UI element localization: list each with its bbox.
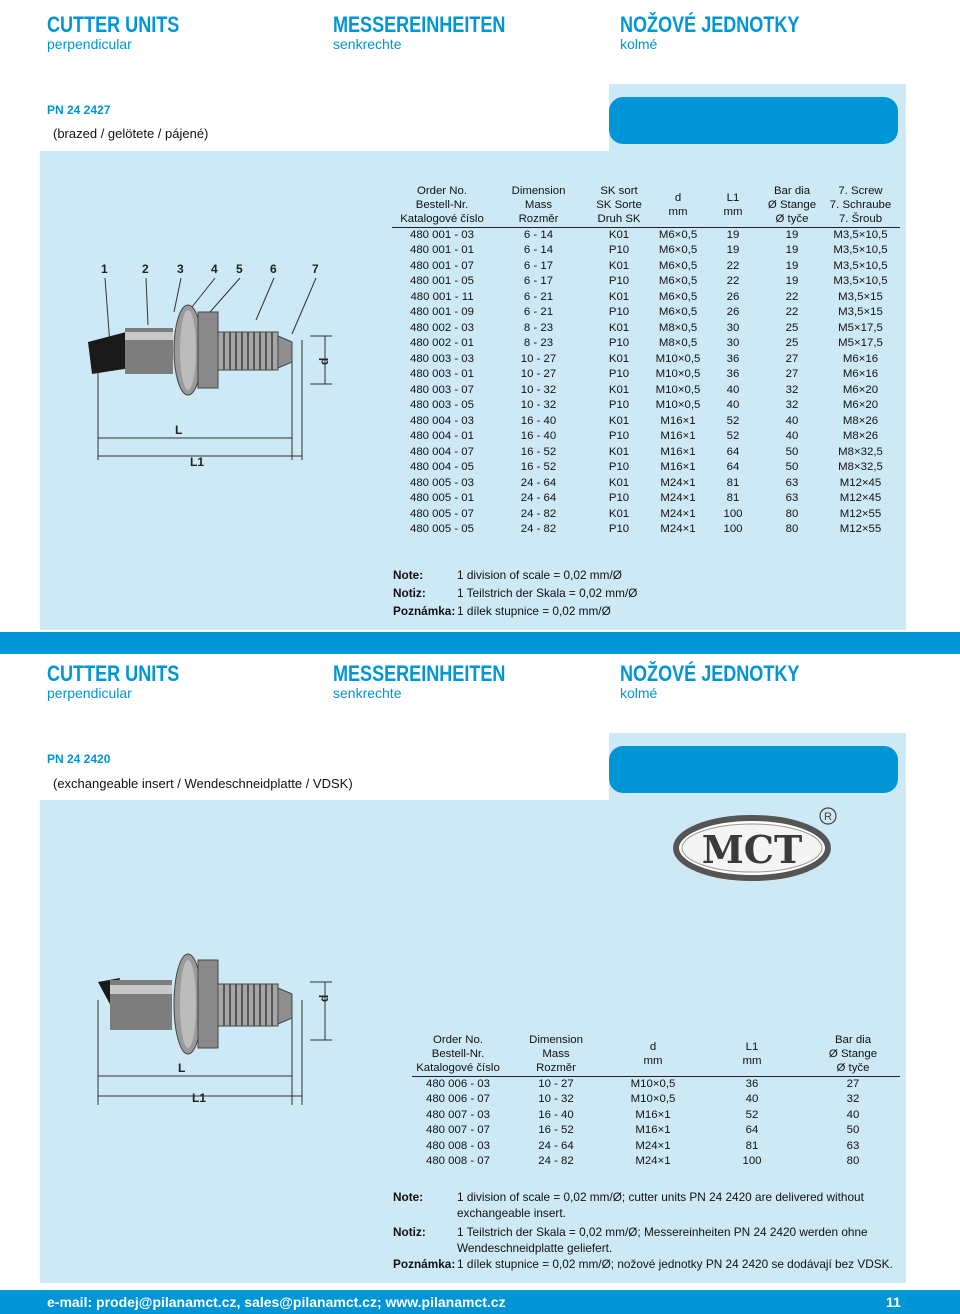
table-cell: 80 [785, 507, 799, 520]
col2-d: d mm [643, 1040, 663, 1067]
table-cell: P10 [608, 492, 630, 504]
table-cell: 50 [846, 1124, 860, 1136]
table-cell: 480 001 - 03 [392, 227, 492, 243]
table-cell: M3,5×10,5 [821, 227, 900, 243]
table-cell: M12×45 [839, 476, 882, 489]
table-cell: 63 [846, 1139, 860, 1152]
table-cell: 24 - 82 [520, 523, 557, 535]
table-cell: M5×17,5 [838, 337, 883, 349]
table-row [412, 1139, 900, 1155]
table-cell: 32 [846, 1093, 860, 1105]
table-cell: 19 [785, 244, 799, 256]
table-cell: 16 - 40 [520, 414, 557, 427]
header-sub-de: senkrechte [333, 36, 402, 52]
table-row [392, 522, 900, 538]
table-cell: 100 [723, 507, 743, 520]
note-text-cz: 1 dílek stupnice = 0,02 mm/Ø [457, 604, 611, 618]
table-cell: M10×0,5 [630, 1093, 676, 1105]
drawing-label-7: 7 [312, 262, 319, 276]
table-cell: 22 [785, 290, 799, 303]
header-title-de: MESSEREINHEITEN [333, 12, 506, 37]
table-cell: P10 [608, 399, 630, 411]
table-cell: P10 [608, 461, 630, 473]
table-cell: 10 - 32 [538, 1093, 574, 1105]
drawing2-label-L1: L1 [192, 1091, 207, 1105]
header2-title-en: CUTTER UNITS [47, 661, 180, 686]
table-cell: M8×26 [842, 414, 879, 427]
header2-sub-de: senkrechte [333, 685, 402, 701]
header2-nozove-jednotky [620, 661, 839, 701]
table-cell: 16 - 40 [520, 430, 557, 442]
col2-dimension: Dimension Mass Rozměr [529, 1033, 583, 1074]
table-cell: 64 [726, 461, 740, 473]
table-cell: 27 [806, 1076, 900, 1092]
table-row [392, 321, 900, 337]
table-cell: 36 [726, 352, 740, 365]
section1-pill [609, 97, 898, 144]
table-cell: 19 [703, 227, 763, 243]
table-cell: M16×1 [660, 461, 696, 473]
drawing2-label-L: L [178, 1061, 186, 1075]
table-cell: 480 005 - 07 [410, 507, 474, 520]
table-cell: M24×1 [660, 476, 696, 489]
table-cell: 480 007 - 07 [426, 1124, 490, 1136]
table-cell: K01 [585, 227, 653, 243]
table-cell: M6×0,5 [658, 259, 698, 272]
table-cell: K01 [608, 290, 630, 303]
table-row [392, 227, 900, 243]
table-cell: 480 005 - 03 [410, 476, 474, 489]
table-cell: 16 - 52 [538, 1124, 574, 1136]
table-cell: 40 [745, 1093, 759, 1105]
col2-l1: L1 mm [742, 1040, 762, 1067]
table-cell: 81 [745, 1139, 759, 1152]
table-cell: 10 - 32 [520, 383, 557, 396]
table-cell: 27 [785, 368, 799, 380]
table-cell: 480 004 - 07 [410, 445, 474, 458]
table-cell: 480 006 - 07 [426, 1093, 490, 1105]
note-text-en: 1 division of scale = 0,02 mm/Ø [457, 568, 622, 582]
table-cell: 50 [785, 461, 799, 473]
table-cell: M3,5×10,5 [833, 259, 888, 272]
section2-pn: PN 24 2420 [47, 752, 111, 766]
note2-label-de: Notiz: [393, 1225, 426, 1239]
registered-mark: R [824, 811, 832, 823]
table-row [392, 460, 900, 476]
table-cell: M24×1 [660, 492, 696, 504]
table-cell: K01 [608, 414, 630, 427]
table-row [412, 1108, 900, 1124]
table-cell: M6×20 [842, 383, 879, 396]
table-cell: 40 [726, 399, 740, 411]
table-cell: 40 [785, 430, 799, 442]
table-cell: M6×20 [842, 399, 879, 411]
section2-table [412, 1032, 900, 1170]
table-row [412, 1092, 900, 1108]
table-cell: 6 - 21 [523, 290, 554, 303]
drawing-label-6: 6 [270, 262, 277, 276]
table-cell: 10 - 27 [504, 1076, 608, 1092]
drawing-label-d: d [317, 357, 331, 365]
col-sk-sort: SK sort SK Sorte Druh SK [596, 184, 642, 225]
table-cell: 64 [745, 1124, 759, 1136]
table-cell: K01 [608, 476, 630, 489]
note-text-de: 1 Teilstrich der Skala = 0,02 mm/Ø [457, 586, 638, 600]
table-cell: M6×16 [842, 352, 879, 365]
table-cell: P10 [608, 337, 630, 349]
table-cell: 16 - 52 [520, 445, 557, 458]
table-cell: 22 [726, 259, 740, 272]
table-cell: 480 003 - 05 [410, 399, 474, 411]
table-cell: 6 - 14 [523, 244, 554, 256]
table-cell: M3,5×15 [838, 290, 883, 303]
section2-pill [609, 746, 898, 793]
note2-label-en: Note: [393, 1190, 424, 1204]
table-cell: M8×26 [842, 430, 879, 442]
table-cell: K01 [608, 507, 630, 520]
table-cell: 40 [726, 383, 740, 396]
header2-title-de: MESSEREINHEITEN [333, 661, 506, 686]
section1-table [392, 183, 900, 538]
table-cell: 36 [698, 1076, 806, 1092]
table-cell: 480 004 - 01 [410, 430, 474, 442]
table-cell: 52 [745, 1108, 759, 1121]
table-cell: P10 [608, 430, 630, 442]
drawing-label-L: L [175, 423, 183, 437]
table-cell: M10×0,5 [655, 399, 701, 411]
table-cell: M6×0,5 [658, 275, 698, 287]
note2-text-en-2: exchangeable insert. [457, 1206, 566, 1220]
table-cell: M6×0,5 [658, 244, 698, 256]
table-row [392, 243, 900, 259]
table-cell: 480 006 - 03 [412, 1076, 504, 1092]
section1-pn: PN 24 2427 [47, 103, 111, 117]
col-d: d mm [668, 191, 688, 218]
table-cell: 8 - 23 [523, 321, 554, 334]
table-cell: 26 [726, 306, 740, 318]
table-cell: M8×32,5 [838, 461, 883, 473]
table-row [392, 290, 900, 306]
table-cell: M24×1 [660, 507, 696, 520]
table-cell: 480 004 - 05 [410, 461, 474, 473]
table-cell: 25 [785, 321, 799, 334]
table-cell: M6×0,5 [658, 290, 698, 303]
col-screw: 7. Screw 7. Schraube 7. Šroub [829, 184, 892, 225]
table-cell: M12×45 [839, 492, 882, 504]
table-row [392, 383, 900, 399]
table-cell: 10 - 32 [520, 399, 557, 411]
table-cell: M16×1 [660, 445, 696, 458]
table-row [412, 1076, 900, 1092]
table-cell: 81 [726, 492, 740, 504]
table-cell: K01 [608, 383, 630, 396]
header-cutter-units [47, 12, 208, 52]
header2-sub-cz: kolmé [620, 685, 658, 701]
table-cell: 19 [763, 227, 821, 243]
table-row [392, 414, 900, 430]
section2-desc: (exchangeable insert / Wendeschneidplatte / VDSK) [53, 776, 353, 791]
note2-label-cz: Poznámka: [393, 1257, 456, 1271]
table-cell: M16×1 [635, 1124, 671, 1136]
table-row [392, 445, 900, 461]
table-cell: 30 [726, 337, 740, 349]
table-cell: M8×0,5 [658, 337, 698, 349]
table-cell: 25 [785, 337, 799, 349]
table-cell: 50 [785, 445, 799, 458]
section-divider [0, 632, 960, 654]
table-cell: 480 003 - 01 [410, 368, 474, 380]
table-cell: M3,5×10,5 [833, 275, 888, 287]
table-row [392, 305, 900, 321]
section1-notes [393, 567, 893, 627]
footer-bar [0, 1290, 960, 1314]
table-cell: 22 [726, 275, 740, 287]
table-cell: 480 001 - 05 [410, 275, 474, 287]
table-cell: K01 [608, 321, 630, 334]
table-cell: 26 [726, 290, 740, 303]
table-cell: 480 004 - 03 [410, 414, 474, 427]
drawing-label-3: 3 [177, 262, 184, 276]
header2-title-cz: NOŽOVÉ JEDNOTKY [620, 661, 800, 686]
table-cell: 480 005 - 01 [410, 492, 474, 504]
table-cell: 16 - 52 [520, 461, 557, 473]
table-cell: 19 [726, 244, 740, 256]
table-cell: P10 [608, 244, 630, 256]
col2-bar-dia: Bar dia Ø Stange Ø tyče [828, 1033, 878, 1074]
header2-cutter-units [47, 661, 208, 701]
table-cell: M8×32,5 [838, 445, 883, 458]
table-cell: 10 - 27 [520, 368, 557, 380]
table-cell: M12×55 [839, 507, 882, 520]
table-cell: M3,5×15 [838, 306, 883, 318]
page-number: 11 [886, 1294, 901, 1310]
drawing-label-L1: L1 [190, 455, 205, 469]
table-row [412, 1123, 900, 1139]
table-cell: P10 [608, 523, 630, 535]
note2-text-cz-1: 1 dílek stupnice = 0,02 mm/Ø; nožové jednotky PN 24 2420 se dodávají bez VDSK. [457, 1257, 893, 1271]
table-cell: 480 001 - 07 [410, 259, 474, 272]
header-nozove-jednotky [620, 12, 839, 52]
col-bar-dia: Bar dia Ø Stange Ø tyče [767, 184, 817, 225]
table-cell: 64 [726, 445, 740, 458]
table-cell: 40 [785, 414, 799, 427]
table-cell: 100 [742, 1155, 762, 1167]
table-cell: M16×1 [635, 1108, 671, 1121]
table-cell: 19 [785, 275, 799, 287]
table-cell: 24 - 82 [520, 507, 557, 520]
table-cell: M10×0,5 [655, 352, 701, 365]
table-row [392, 259, 900, 275]
table-cell: P10 [608, 368, 630, 380]
table-cell: 81 [726, 476, 740, 489]
note2-text-de-1: 1 Teilstrich der Skala = 0,02 mm/Ø; Messereinheiten PN 24 2420 werden ohne [457, 1225, 868, 1239]
table-cell: 480 002 - 01 [410, 337, 474, 349]
table-cell: 6 - 17 [523, 259, 554, 272]
table-cell: 27 [785, 352, 799, 365]
table-cell: M3,5×10,5 [833, 244, 888, 256]
col-order-no: Order No. Bestell-Nr. Katalogové číslo [400, 184, 484, 225]
table-row [392, 429, 900, 445]
table-row [392, 507, 900, 523]
table-cell: M16×1 [660, 414, 696, 427]
note2-text-de-2: Wendeschneidplatte geliefert. [457, 1241, 613, 1255]
drawing-label-2: 2 [142, 262, 149, 276]
table-cell: 52 [726, 430, 740, 442]
table-cell: 32 [785, 383, 799, 396]
header-title-cz: NOŽOVÉ JEDNOTKY [620, 12, 800, 37]
table-cell: 63 [785, 476, 799, 489]
table-cell: 480 001 - 01 [410, 244, 474, 256]
table-cell: 480 002 - 03 [410, 321, 474, 334]
note-label-de: Notiz: [393, 586, 426, 600]
table-cell: M6×0,5 [658, 306, 698, 318]
table-cell: 63 [785, 492, 799, 504]
table-cell: 480 008 - 03 [426, 1139, 490, 1152]
table-cell: 40 [846, 1108, 860, 1121]
table-cell: M24×1 [635, 1155, 671, 1167]
table-cell: M24×1 [635, 1139, 671, 1152]
table-cell: P10 [608, 306, 630, 318]
table-cell: 480 001 - 09 [410, 306, 474, 318]
table-cell: 24 - 64 [538, 1139, 574, 1152]
table-row [392, 336, 900, 352]
table-cell: M10×0,5 [608, 1076, 698, 1092]
drawing2-label-d: d [317, 994, 331, 1002]
table-cell: M5×17,5 [838, 321, 883, 334]
table-row [392, 491, 900, 507]
table-cell: 22 [785, 306, 799, 318]
col-dimension: Dimension Mass Rozměr [511, 184, 566, 225]
table-row [412, 1154, 900, 1170]
table-cell: K01 [608, 352, 630, 365]
col2-order-no: Order No. Bestell-Nr. Katalogové číslo [416, 1033, 500, 1074]
note-label-en: Note: [393, 568, 424, 582]
table-cell: M8×0,5 [658, 321, 698, 334]
note-label-cz: Poznámka: [393, 604, 456, 618]
cutter-unit-drawing-insert [70, 930, 370, 1110]
section2-notes [393, 1189, 903, 1279]
table-row [392, 476, 900, 492]
table-row [392, 274, 900, 290]
table-cell: M16×1 [660, 430, 696, 442]
table-cell: M6×16 [842, 368, 879, 380]
table-cell: 480 003 - 03 [410, 352, 474, 365]
table-cell: 480 007 - 03 [426, 1108, 490, 1121]
table-cell: 24 - 82 [538, 1155, 574, 1167]
drawing-label-4: 4 [211, 262, 218, 276]
footer-contact: e-mail: prodej@pilanamct.cz, sales@pilanamct.cz; www.pilanamct.cz [47, 1294, 506, 1310]
table-cell: 24 - 64 [520, 492, 557, 504]
table-cell: M24×1 [660, 523, 696, 535]
table-cell: 30 [726, 321, 740, 334]
drawing-label-1: 1 [101, 262, 108, 276]
header2-sub-en: perpendicular [47, 685, 132, 701]
header-messereinheiten [333, 12, 543, 52]
note2-text-en-1: 1 division of scale = 0,02 mm/Ø; cutter units PN 24 2420 are delivered without [457, 1190, 864, 1204]
cutter-unit-drawing-brazed [70, 250, 370, 480]
table-cell: 16 - 40 [538, 1108, 574, 1121]
table-cell: M12×55 [839, 523, 882, 535]
table-cell: 36 [726, 368, 740, 380]
table-cell: 6 - 21 [523, 306, 554, 318]
logo-text: MCT [701, 827, 803, 872]
table-cell: 32 [785, 399, 799, 411]
table-row [392, 352, 900, 368]
table-cell: 52 [726, 414, 740, 427]
table-cell: P10 [608, 275, 630, 287]
table-cell: K01 [608, 259, 630, 272]
table-cell: K01 [608, 445, 630, 458]
table-cell: M10×0,5 [655, 383, 701, 396]
table-cell: 19 [785, 259, 799, 272]
col-l1: L1 mm [723, 191, 743, 218]
table-cell: 480 001 - 11 [410, 290, 474, 303]
table-row [392, 398, 900, 414]
table-cell: 8 - 23 [523, 337, 554, 349]
table-cell: 480 008 - 07 [426, 1155, 490, 1167]
table-cell: 480 005 - 05 [410, 523, 474, 535]
header-sub-en: perpendicular [47, 36, 132, 52]
section1-desc: (brazed / gelötete / pájené) [53, 126, 209, 141]
table-cell: 10 - 27 [520, 352, 557, 365]
table-cell: 480 003 - 07 [410, 383, 474, 396]
table-cell: 80 [785, 523, 799, 535]
header2-messereinheiten [333, 661, 543, 701]
table-cell: 80 [846, 1155, 860, 1167]
table-cell: M6×0,5 [653, 227, 703, 243]
table-cell: M10×0,5 [655, 368, 701, 380]
table-cell: 6 - 17 [523, 275, 554, 287]
table-cell: 100 [723, 523, 743, 535]
mct-logo [672, 800, 842, 890]
header-title-en: CUTTER UNITS [47, 12, 180, 37]
table-cell: 6 - 14 [492, 227, 585, 243]
table-cell: 24 - 64 [520, 476, 557, 489]
header-sub-cz: kolmé [620, 36, 658, 52]
table-row [392, 367, 900, 383]
drawing-label-5: 5 [236, 262, 243, 276]
